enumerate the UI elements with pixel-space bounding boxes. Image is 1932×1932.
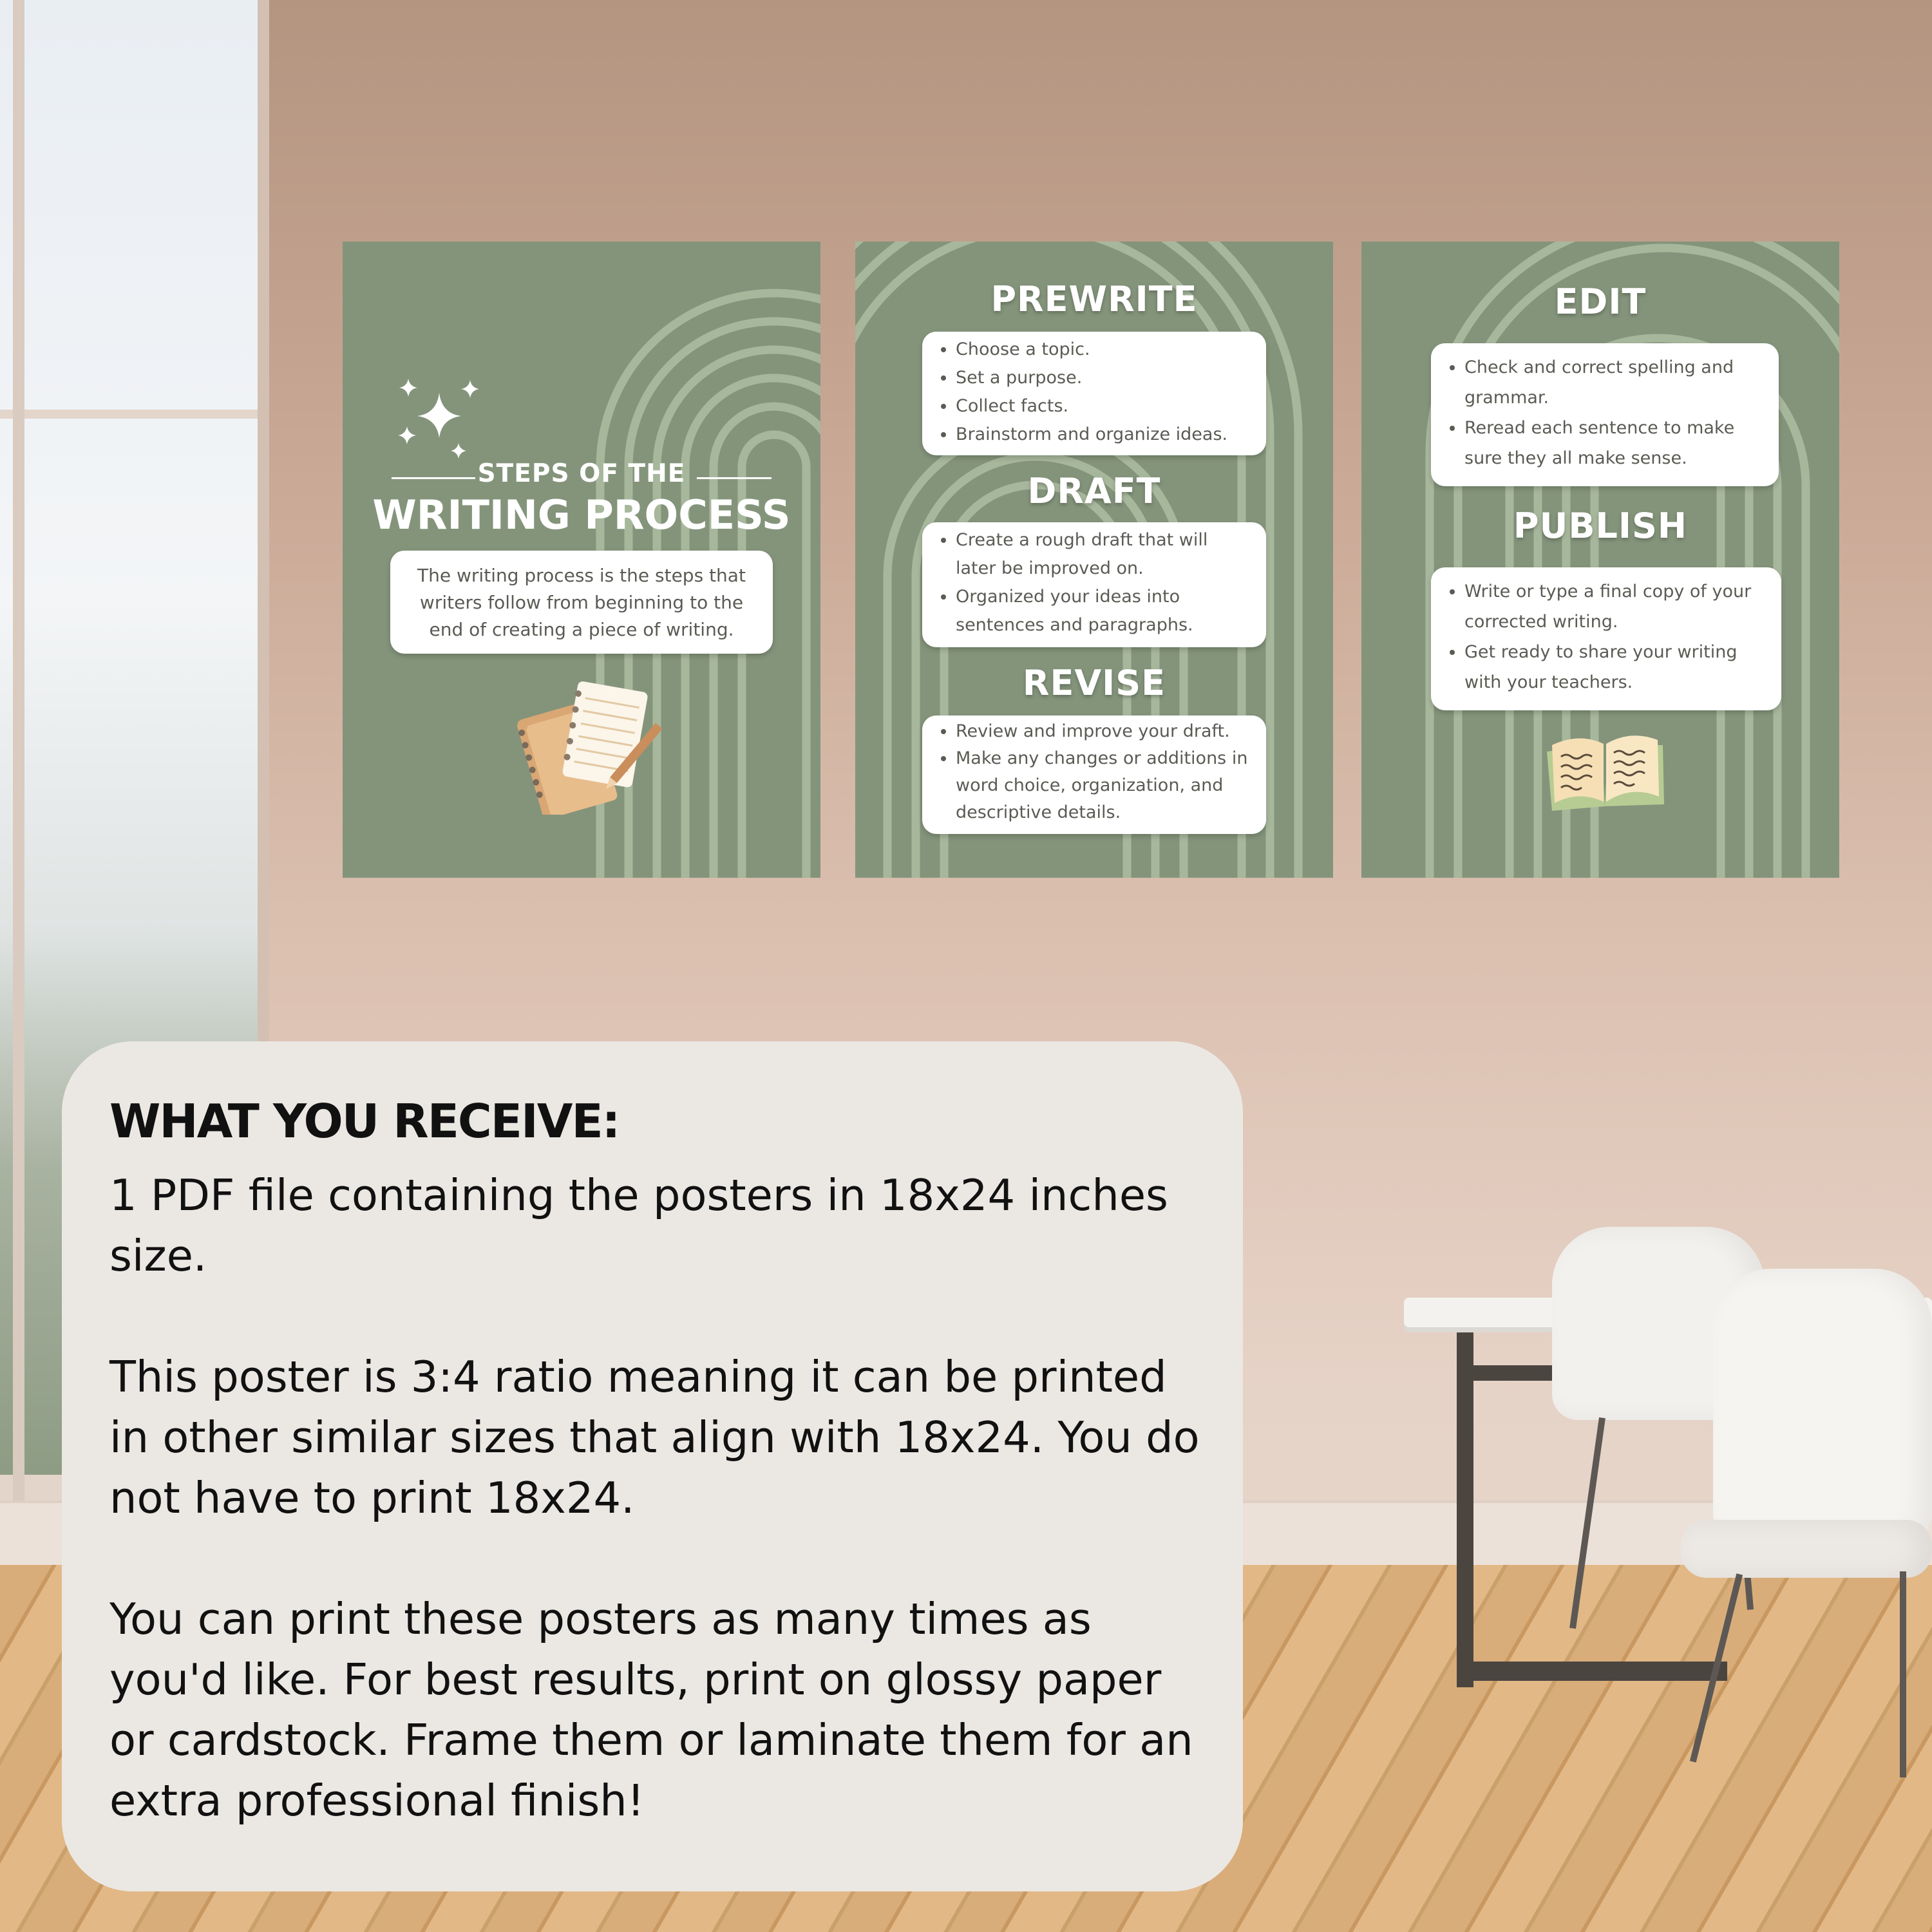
poster-intro xyxy=(343,242,820,878)
revise-item: • Make any changes or additions in word choice, organization, and descriptive details. xyxy=(956,745,1248,826)
revise-item: • Review and improve your draft. xyxy=(956,718,1248,745)
window-mullion-vertical xyxy=(13,0,24,1501)
prewrite-item: • Collect facts. xyxy=(956,392,1248,421)
info-paragraph-2: This poster is 3:4 ratio meaning it can be printed in other similar sizes that align with 18x24. You do not have to print 18x24. xyxy=(109,1352,1200,1523)
intro-description: The writing process is the steps that writers follow from beginning to the end of creating a piece of writing. xyxy=(417,565,746,640)
edit-card xyxy=(1431,343,1779,486)
edit-item: • Check and correct spelling and grammar. xyxy=(1464,352,1761,413)
draft-list xyxy=(922,522,1266,639)
info-box xyxy=(62,1041,1243,1891)
prewrite-item: • Brainstorm and organize ideas. xyxy=(956,421,1248,449)
prewrite-heading: PREWRITE xyxy=(990,279,1198,319)
table-leg xyxy=(1457,1327,1473,1687)
intro-description-card xyxy=(390,551,773,654)
open-book-icon xyxy=(1540,726,1669,816)
intro-title-small: STEPS OF THE xyxy=(477,459,686,488)
poster-steps xyxy=(855,242,1333,878)
chair-leg xyxy=(1900,1571,1906,1777)
intro-title-big: WRITING PROCESS xyxy=(372,491,791,538)
prewrite-item: • Choose a topic. xyxy=(956,336,1248,364)
publish-list xyxy=(1431,567,1781,697)
revise-heading: REVISE xyxy=(1022,663,1166,703)
info-heading: WHAT YOU RECEIVE: xyxy=(109,1094,620,1148)
info-paragraph-3: You can print these posters as many times as you'd like. For best results, print on glossy paper or cardstock. Frame them or laminate them for an extra professional finish! xyxy=(109,1594,1193,1826)
draft-item: • Create a rough draft that will later be improved on. xyxy=(956,526,1248,583)
sparkle-icon xyxy=(394,374,484,464)
chair-seat xyxy=(1681,1520,1932,1578)
table-leg-foot xyxy=(1457,1662,1727,1681)
poster-final xyxy=(1361,242,1839,878)
chair-back-front xyxy=(1713,1269,1932,1539)
draft-item: • Organized your ideas into sentences and paragraphs. xyxy=(956,583,1248,639)
notebooks-and-pencil-icon xyxy=(507,679,661,815)
edit-item: • Reread each sentence to make sure they all make sense. xyxy=(1464,413,1761,473)
prewrite-list xyxy=(922,332,1266,449)
edit-list xyxy=(1431,343,1779,473)
publish-card xyxy=(1431,567,1781,710)
edit-heading: EDIT xyxy=(1554,281,1647,322)
publish-item: • Write or type a final copy of your corrected writing. xyxy=(1464,576,1763,637)
prewrite-card xyxy=(922,332,1266,455)
publish-item: • Get ready to share your writing with your teachers. xyxy=(1464,637,1763,697)
draft-card xyxy=(922,522,1266,647)
draft-heading: DRAFT xyxy=(1027,471,1161,511)
prewrite-item: • Set a purpose. xyxy=(956,364,1248,392)
revise-list xyxy=(922,715,1266,826)
window-mullion xyxy=(0,410,258,419)
info-paragraph-1: 1 PDF file containing the posters in 18x24 inches size. xyxy=(109,1170,1168,1281)
revise-card xyxy=(922,715,1266,834)
publish-heading: PUBLISH xyxy=(1513,506,1688,546)
